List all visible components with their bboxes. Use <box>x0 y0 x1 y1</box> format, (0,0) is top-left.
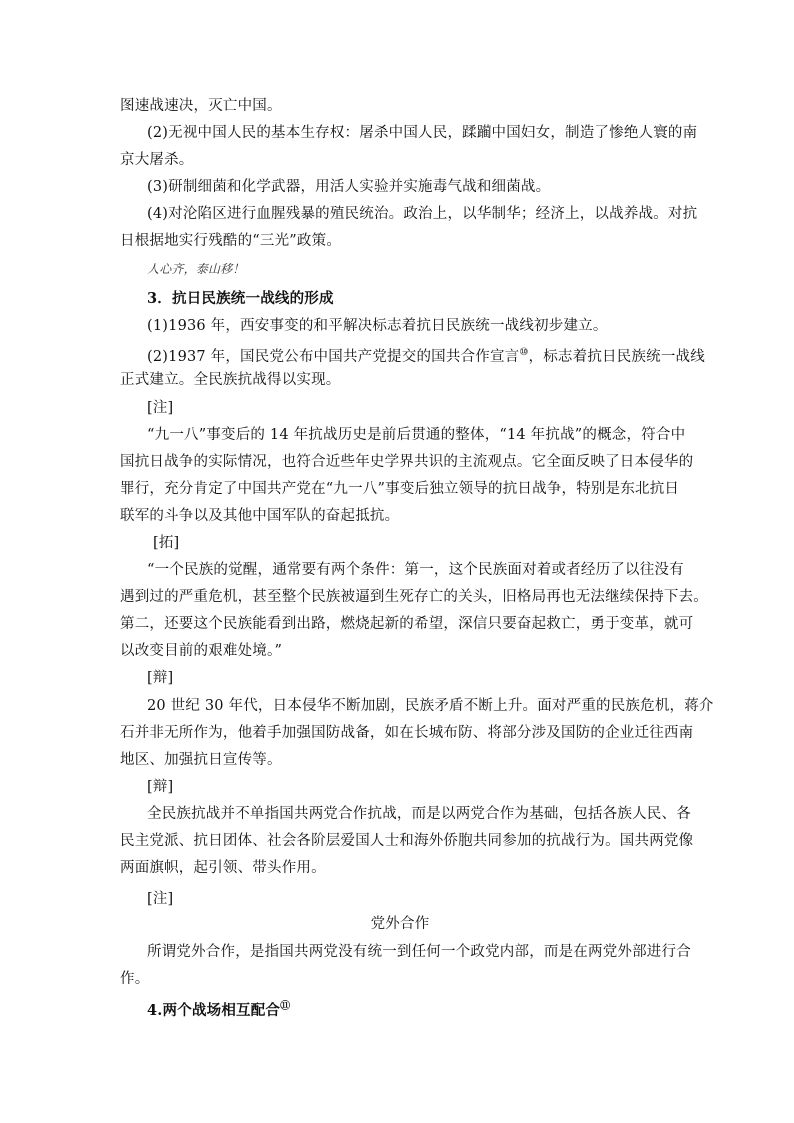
annotation-label: [辩] <box>147 779 174 795</box>
text-line: 所谓党外合作，是指国共两党没有统一到任何一个政党内部，而是在两党外部进行合 <box>147 944 691 960</box>
text-line: (3)研制细菌和化学武器，用活人实验并实施毒气战和细菌战。 <box>147 179 551 195</box>
text-line: 日根据地实行残酷的“三光”政策。 <box>120 233 342 249</box>
annotation-label: [注] <box>147 891 174 907</box>
annotation-label: [注] <box>147 400 174 416</box>
text-line: 20 世纪 30 年代，日本侵华不断加剧，民族矛盾不断上升。面对严重的民族危机，蒋介 <box>147 698 714 714</box>
text-line: 以改变目前的艰难处境。” <box>120 643 283 659</box>
text-line: 石并非无所作为，他着手加强国防战备，如在长城布防、将部分涉及国防的企业迁往西南 <box>120 725 694 741</box>
text-line: 两面旗帜，起引领、带头作用。 <box>120 860 326 876</box>
text-line: 京大屠杀。 <box>120 152 194 168</box>
handwritten-note: 人心齐，泰山移！ <box>147 262 245 276</box>
text-line: 第二，还要这个民族能看到出路，燃烧起新的希望，深信只要奋起救亡，勇于变革，就可 <box>120 616 694 632</box>
footnote-marker: ⑪ <box>280 1001 291 1012</box>
text-line: 遇到过的严重危机，甚至整个民族被逼到生死存亡的关头，旧格局再也无法继续保持下去。 <box>120 589 708 605</box>
annotation-label: [辩] <box>147 670 174 686</box>
section-heading: 3．抗日民族统一战线的形成 <box>147 290 334 307</box>
text-line: 图速战速决，灭亡中国。 <box>120 98 282 114</box>
footnote-marker: ⑩ <box>519 347 529 358</box>
text-line: 地区、加强抗日宣传等。 <box>120 752 282 768</box>
annotation-label: [拓] <box>153 535 180 551</box>
text-line: “一个民族的觉醒，通常要有两个条件：第一，这个民族面对着或者经历了以往没有 <box>147 562 684 578</box>
text-line: (1)1936 年，西安事变的和平解决标志着抗日民族统一战线初步建立。 <box>147 318 608 334</box>
text-line: 作。 <box>120 971 150 987</box>
subsection-title: 党外合作 <box>370 916 430 932</box>
section-heading: 4.两个战场相互配合⑪ <box>147 1001 291 1019</box>
text-line: 正式建立。全民族抗战得以实现。 <box>120 372 341 388</box>
text-line: (2)1937 年，国民党公布中国共产党提交的国共合作宣言⑩，标志着抗日民族统一战线 <box>147 347 705 365</box>
text-line: 国抗日战争的实际情况，也符合近些年史学界共识的主流观点。它全面反映了日本侵华的 <box>120 454 694 470</box>
text-line: 罪行，充分肯定了中国共产党在“九一八”事变后独立领导的抗日战争，特别是东北抗日 <box>120 481 680 497</box>
text-line: 民主党派、抗日团体、社会各阶层爱国人士和海外侨胞共同参加的抗战行为。国共两党像 <box>120 833 694 849</box>
text-line: 全民族抗战并不单指国共两党合作抗战，而是以两党合作为基础，包括各族人民、各 <box>147 806 691 822</box>
text-line: (2)无视中国人民的基本生存权：屠杀中国人民，蹂躏中国妇女，制造了惨绝人寰的南 <box>147 125 698 141</box>
text-line: 联军的斗争以及其他中国军队的奋起抵抗。 <box>120 508 400 524</box>
text-line: “九一八”事变后的 14 年抗战历史是前后贯通的整体，“14 年抗战”的概念，符合中 <box>147 427 686 443</box>
text-line: (4)对沦陷区进行血腥残暴的殖民统治。政治上，以华制华；经济上，以战养战。对抗 <box>147 206 698 222</box>
